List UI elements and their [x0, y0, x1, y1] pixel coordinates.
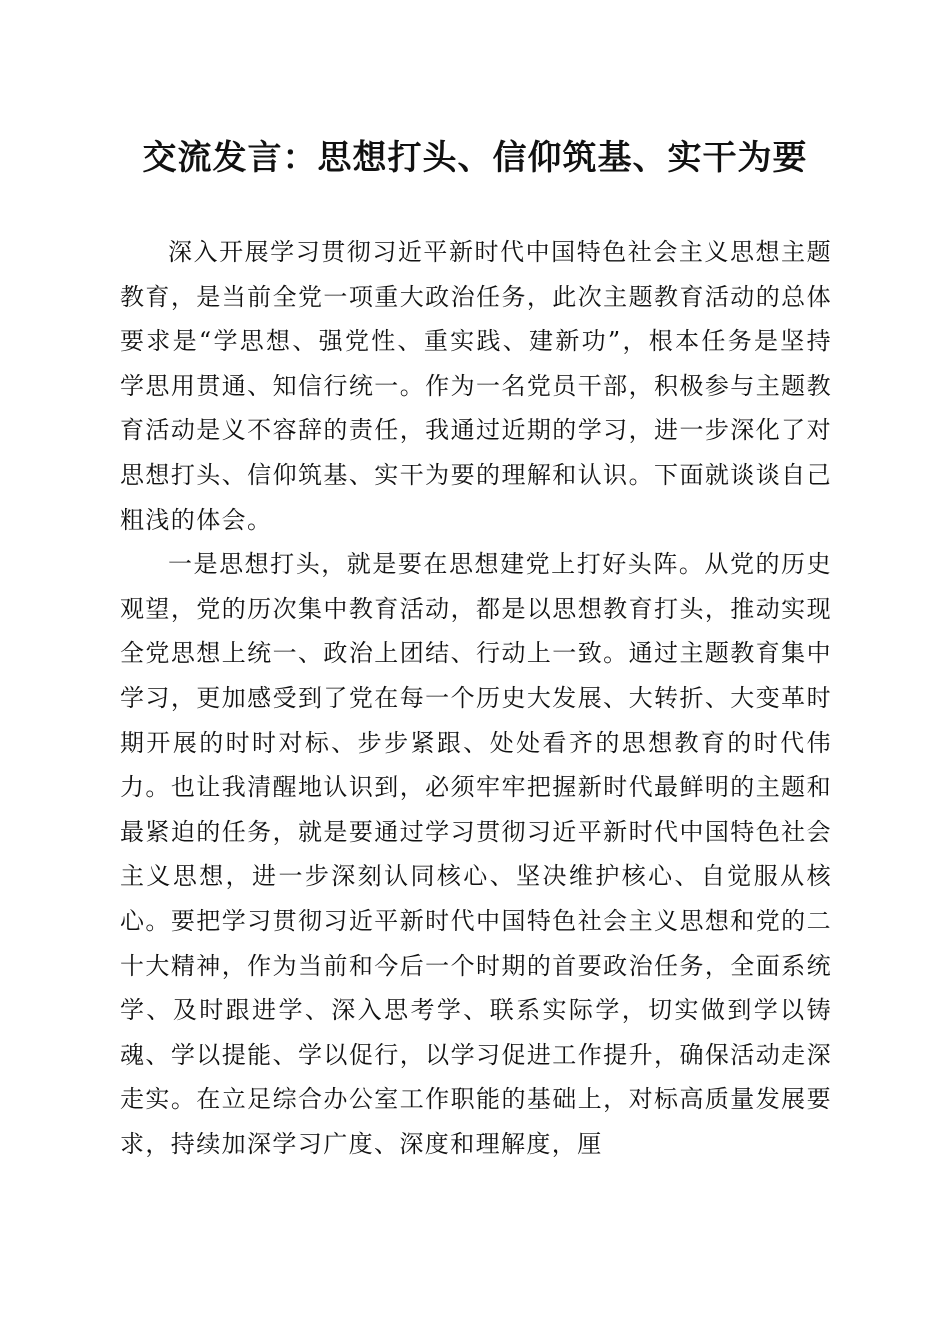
document-title: 交流发言：思想打头、信仰筑基、实干为要 [142, 138, 808, 178]
paragraph-intro: 深入开展学习贯彻习近平新时代中国特色社会主义思想主题教育，是当前全党一项重大政治任务，此次主题教育活动的总体要求是“学思想、强党性、重实践、建新功”，根本任务是坚持学思用贯通、知信行统一。作为一名党员干部，积极参与主题教育活动是义不容辞的责任，我通过近期的学习，进一步深化了对思想打头、信仰筑基、实干为要的理解和认识。下面就谈谈自己粗浅的体会。 [120, 238, 832, 534]
paragraph-point-one: 一是思想打头，就是要在思想建党上打好头阵。从党的历史观望，党的历次集中教育活动，都是以思想教育打头，推动实现全党思想上统一、政治上团结、行动上一致。通过主题教育集中学习，更加感受到了党在每一个历史大发展、大转折、大变革时期开展的时时对标、步步紧跟、处处看齐的思想教育的时代伟力。也让我清醒地认识到，必须牢牢把握新时代最鲜明的主题和最紧迫的任务，就是要通过学习贯彻习近平新时代中国特色社会主义思想，进一步深刻认同核心、坚决维护核心、自觉服从核心。要把学习贯彻习近平新时代中国特色社会主义思想和党的二十大精神，作为当前和今后一个时期的首要政治任务，全面系统学、及时跟进学、深入思考学、联系实际学，切实做到学以铸魂、学以提能、学以促行，以学习促进工作提升，确保活动走深走实。在立足综合办公室工作职能的基础上，对标高质量发展要求，持续加深学习广度、深度和理解度，厘 [120, 550, 832, 1158]
document-body [120, 230, 832, 1166]
